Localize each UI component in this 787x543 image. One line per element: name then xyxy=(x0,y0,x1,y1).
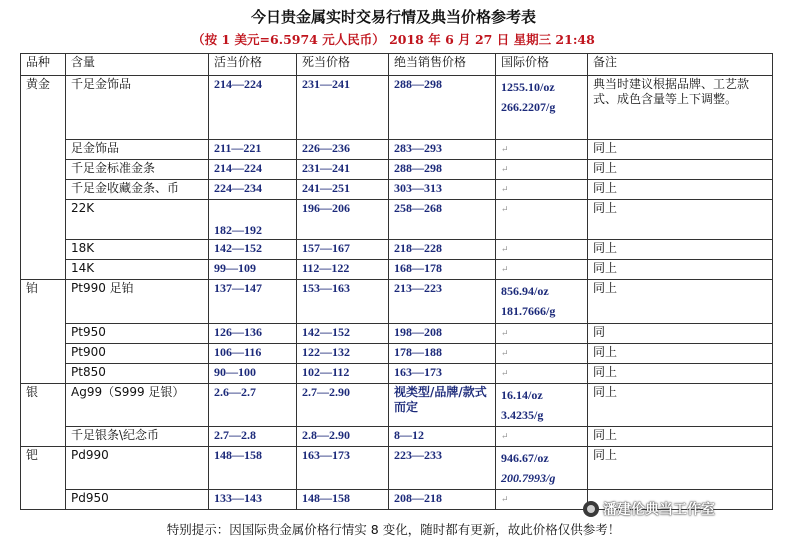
watermark xyxy=(583,498,773,520)
note-cell: 同上 xyxy=(588,344,773,364)
intl-price-value: 1255.10/oz xyxy=(501,80,555,94)
live-pawn-price-cell: 182—192 xyxy=(209,200,297,240)
note-cell: 同上 xyxy=(588,427,773,447)
note-cell: 同上 xyxy=(588,200,773,240)
dead-pawn-price-cell: 122—132 xyxy=(297,344,389,364)
note-cell: 同 xyxy=(588,324,773,344)
content-cell: Pd990 xyxy=(66,447,209,490)
header-dead-pawn-price: 死当价格 xyxy=(297,54,389,76)
intl-price-cell xyxy=(496,260,588,280)
sale-price-cell: 288—298 xyxy=(389,160,496,180)
sale-price-cell: 223—233 xyxy=(389,447,496,490)
dead-pawn-price-cell: 163—173 xyxy=(297,447,389,490)
dead-pawn-price-cell: 196—206 xyxy=(297,200,389,240)
table-row xyxy=(21,344,773,364)
live-pawn-price-cell: 126—136 xyxy=(209,324,297,344)
paragraph-mark-icon: ↵ xyxy=(501,184,509,194)
content-cell: Pt900 xyxy=(66,344,209,364)
content-cell: 千足金标准金条 xyxy=(66,160,209,180)
note-cell: 同上 xyxy=(588,140,773,160)
price-table xyxy=(20,53,773,510)
exchange-rate-subtitle: （按 1 美元=6.5974 元人民币） 2018 年 6 月 27 日 星期三 21:48 xyxy=(192,32,595,47)
paragraph-mark-icon: ↵ xyxy=(501,204,509,214)
dead-pawn-price-cell: 231—241 xyxy=(297,76,389,140)
intl-price-value: 266.2207/g xyxy=(501,100,556,114)
dead-pawn-price-cell: 241—251 xyxy=(297,180,389,200)
category-cell: 黄金 xyxy=(21,76,66,280)
table-row xyxy=(21,160,773,180)
category-cell: 铂 xyxy=(21,280,66,384)
dead-pawn-price-cell: 142—152 xyxy=(297,324,389,344)
live-pawn-price-cell: 2.6—2.7 xyxy=(209,384,297,427)
header-intl-price: 国际价格 xyxy=(496,54,588,76)
live-pawn-price-cell: 142—152 xyxy=(209,240,297,260)
sale-price-cell: 168—178 xyxy=(389,260,496,280)
live-pawn-price-cell: 99—109 xyxy=(209,260,297,280)
content-cell: 22K xyxy=(66,200,209,240)
sale-price-cell: 303—313 xyxy=(389,180,496,200)
header-note: 备注 xyxy=(588,54,773,76)
intl-price-value: 181.7666/g xyxy=(501,304,556,318)
note-cell: 同上 xyxy=(588,364,773,384)
intl-price-value: 16.14/oz xyxy=(501,388,543,402)
watermark-text: 潘建伦典当工作室 xyxy=(603,502,715,518)
dead-pawn-price-cell: 226—236 xyxy=(297,140,389,160)
live-pawn-price-cell: 90—100 xyxy=(209,364,297,384)
table-row xyxy=(21,260,773,280)
dead-pawn-price-cell: 148—158 xyxy=(297,490,389,510)
table-row xyxy=(21,427,773,447)
table-row xyxy=(21,447,773,490)
wechat-icon xyxy=(583,501,599,517)
header-live-pawn-price: 活当价格 xyxy=(209,54,297,76)
content-cell: 足金饰品 xyxy=(66,140,209,160)
intl-price-value: 200.7993/g xyxy=(501,471,556,485)
content-cell: Pt950 xyxy=(66,324,209,344)
page-title: 今日贵金属实时交易行情及典当价格参考表 xyxy=(250,8,536,26)
table-row xyxy=(21,280,773,324)
sale-price-cell: 163—173 xyxy=(389,364,496,384)
live-pawn-price-cell: 211—221 xyxy=(209,140,297,160)
note-cell: 同上 xyxy=(588,240,773,260)
intl-price-cell xyxy=(496,384,588,427)
intl-price-value: 3.4235/g xyxy=(501,408,544,422)
sale-price-cell: 8—12 xyxy=(389,427,496,447)
header-category: 品种 xyxy=(21,54,66,76)
content-cell: 千足银条\纪念币 xyxy=(66,427,209,447)
note-cell: 同上 xyxy=(588,260,773,280)
dead-pawn-price-cell: 102—112 xyxy=(297,364,389,384)
header-content: 含量 xyxy=(66,54,209,76)
note-cell: 同上 xyxy=(588,280,773,324)
dead-pawn-price-cell: 2.8—2.90 xyxy=(297,427,389,447)
sale-price-cell: 288—298 xyxy=(389,76,496,140)
table-row xyxy=(21,76,773,140)
intl-price-cell xyxy=(496,76,588,140)
header-sale-price: 绝当销售价格 xyxy=(389,54,496,76)
category-cell: 银 xyxy=(21,384,66,447)
dead-pawn-price-cell: 112—122 xyxy=(297,260,389,280)
sale-price-cell: 208—218 xyxy=(389,490,496,510)
note-cell: 典当时建议根据品牌、工艺款式、成色含量等上下调整。 xyxy=(588,76,773,140)
live-pawn-price-cell: 214—224 xyxy=(209,160,297,180)
paragraph-mark-icon: ↵ xyxy=(501,494,509,504)
table-row xyxy=(21,384,773,427)
note-cell: 同上 xyxy=(588,384,773,427)
paragraph-mark-icon: ↵ xyxy=(501,244,509,254)
content-cell: 14K xyxy=(66,260,209,280)
table-row xyxy=(21,180,773,200)
table-row xyxy=(21,364,773,384)
note-cell: 同上 xyxy=(588,160,773,180)
sale-price-cell: 178—188 xyxy=(389,344,496,364)
paragraph-mark-icon: ↵ xyxy=(501,431,509,441)
content-cell: Ag99（S999 足银） xyxy=(66,384,209,427)
content-cell: 18K xyxy=(66,240,209,260)
table-header-row xyxy=(21,54,773,76)
intl-price-value: 856.94/oz xyxy=(501,284,549,298)
sale-price-cell: 213—223 xyxy=(389,280,496,324)
live-pawn-price-cell: 224—234 xyxy=(209,180,297,200)
dead-pawn-price-cell: 231—241 xyxy=(297,160,389,180)
intl-price-cell xyxy=(496,490,588,510)
content-cell: 千足金饰品 xyxy=(66,76,209,140)
dead-pawn-price-cell: 157—167 xyxy=(297,240,389,260)
intl-price-cell xyxy=(496,160,588,180)
sale-price-cell: 198—208 xyxy=(389,324,496,344)
intl-price-value: 946.67/oz xyxy=(501,451,549,465)
paragraph-mark-icon: ↵ xyxy=(501,144,509,154)
intl-price-cell xyxy=(496,324,588,344)
dead-pawn-price-cell: 2.7—2.90 xyxy=(297,384,389,427)
sale-price-cell: 258—268 xyxy=(389,200,496,240)
paragraph-mark-icon: ↵ xyxy=(501,348,509,358)
live-pawn-price-cell: 137—147 xyxy=(209,280,297,324)
table-row xyxy=(21,240,773,260)
intl-price-cell xyxy=(496,140,588,160)
table-row xyxy=(21,324,773,344)
category-cell: 钯 xyxy=(21,447,66,510)
paragraph-mark-icon: ↵ xyxy=(501,368,509,378)
intl-price-cell xyxy=(496,240,588,260)
paragraph-mark-icon: ↵ xyxy=(501,164,509,174)
footer-notice: 特别提示：因国际贵金属价格行情实 8 变化，随时都有更新，故此价格仅供参考！ xyxy=(166,522,621,537)
intl-price-cell xyxy=(496,280,588,324)
sale-price-cell: 283—293 xyxy=(389,140,496,160)
intl-price-cell xyxy=(496,364,588,384)
live-pawn-price-cell: 2.7—2.8 xyxy=(209,427,297,447)
sale-price-cell: 视类型/品牌/款式而定 xyxy=(389,384,496,427)
intl-price-cell xyxy=(496,180,588,200)
intl-price-cell xyxy=(496,427,588,447)
paragraph-mark-icon: ↵ xyxy=(501,328,509,338)
table-row xyxy=(21,200,773,240)
dead-pawn-price-cell: 153—163 xyxy=(297,280,389,324)
intl-price-cell xyxy=(496,344,588,364)
note-cell: 同上 xyxy=(588,447,773,490)
live-pawn-price-cell: 148—158 xyxy=(209,447,297,490)
note-cell: 同上 xyxy=(588,180,773,200)
content-cell: Pd950 xyxy=(66,490,209,510)
content-cell: Pt850 xyxy=(66,364,209,384)
table-row xyxy=(21,140,773,160)
intl-price-cell xyxy=(496,447,588,490)
content-cell: 千足金收藏金条、币 xyxy=(66,180,209,200)
live-pawn-price-cell: 133—143 xyxy=(209,490,297,510)
sale-price-cell: 218—228 xyxy=(389,240,496,260)
content-cell: Pt990 足铂 xyxy=(66,280,209,324)
intl-price-cell xyxy=(496,200,588,240)
paragraph-mark-icon: ↵ xyxy=(501,264,509,274)
live-pawn-price-cell: 106—116 xyxy=(209,344,297,364)
live-pawn-price-cell: 214—224 xyxy=(209,76,297,140)
